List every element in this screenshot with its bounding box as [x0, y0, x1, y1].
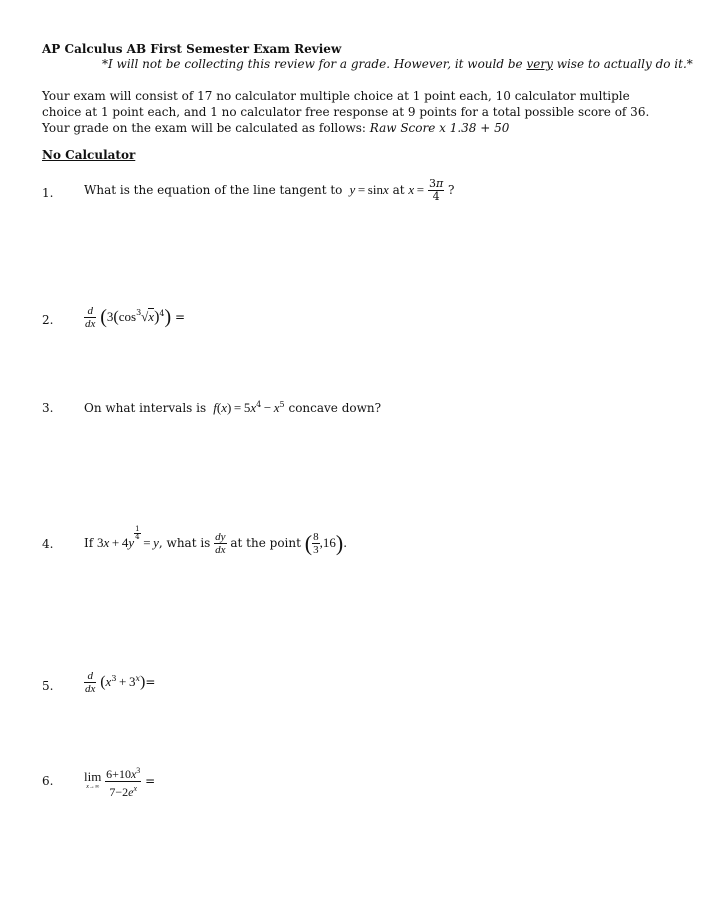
section-heading: No Calculator [42, 148, 136, 162]
grade-formula: Raw Score x 1.38 + 50 [369, 121, 510, 135]
subtitle-pre: *I will not be collecting this review for a grade. However, it would be [102, 57, 527, 71]
document-title: AP Calculus AB First Semester Exam Review [42, 42, 342, 56]
fraction: $\frac{6+10x^3}{7-2e^x}$ [106, 766, 141, 799]
math-expression: f [209, 400, 217, 415]
question-6 [84, 764, 155, 799]
question-text-mid: , what is [158, 536, 211, 550]
subtitle-note [102, 57, 693, 71]
math-expression: 3 [97, 535, 104, 550]
question-number: 5. [42, 679, 54, 693]
question-number: 1. [42, 186, 54, 200]
fraction: $\frac{3\pi}{4}$ [428, 177, 444, 203]
question-text-at: at the point [230, 536, 301, 550]
question-3: On what intervals is $f(x) = 5x^4 - x^5$ concave down? [84, 400, 382, 415]
question-5: $\frac{d}{dx}$ $(x^3 + 3^x)=$ [85, 670, 156, 695]
question-text: On what intervals is [84, 401, 207, 415]
question-number: 6. [42, 774, 54, 788]
question-end: = [175, 310, 186, 324]
question-end: . [343, 536, 348, 550]
question-end: concave down? [288, 401, 382, 415]
question-number: 3. [42, 401, 54, 415]
question-number: 4. [42, 537, 54, 551]
question-2: $\frac{d}{dx}$ $(3(\cos^3√x)^4)$ = [85, 305, 186, 330]
question-end: = [145, 675, 156, 689]
question-1: What is the equation of the line tangent to y = sinx at x = $\frac{3\pi}{4}$ ? [84, 177, 455, 203]
derivative-operator: $\frac{d}{dx}$ [85, 670, 96, 695]
question-text: If [84, 536, 94, 550]
intro-paragraph [42, 88, 672, 136]
question-end: ? [448, 183, 455, 197]
fraction: $\frac{dy}{dx}$ [215, 531, 226, 556]
subtitle-post: wise to actually do it.* [552, 57, 693, 71]
subtitle-underlined: very [526, 57, 553, 71]
question-text: What is the equation of the line tangent to [84, 183, 343, 197]
intro-text: Your exam will consist of 17 no calculator multiple choice at 1 point each, 10 calculator multiple choice at 1 point each, and 1 no calculator free response at 9 points for a total possible score of 36. Your grade on the exam will be calculated as follows: [42, 89, 650, 135]
fraction: $\frac{8}{3}$ [313, 531, 319, 556]
question-text-at: at [392, 183, 405, 197]
limit-operator: lim x→∞ [84, 768, 102, 790]
question-end: = [145, 774, 156, 788]
derivative-operator: $\frac{d}{dx}$ [85, 305, 96, 330]
question-4: If 3x + 4y $\frac{1}{4}$ = y, what is $\frac{dy}{dx}$ at the point ( $\frac{8}{3}$ ,16). [84, 525, 348, 556]
question-number: 2. [42, 313, 54, 327]
math-expression: y [346, 182, 356, 197]
